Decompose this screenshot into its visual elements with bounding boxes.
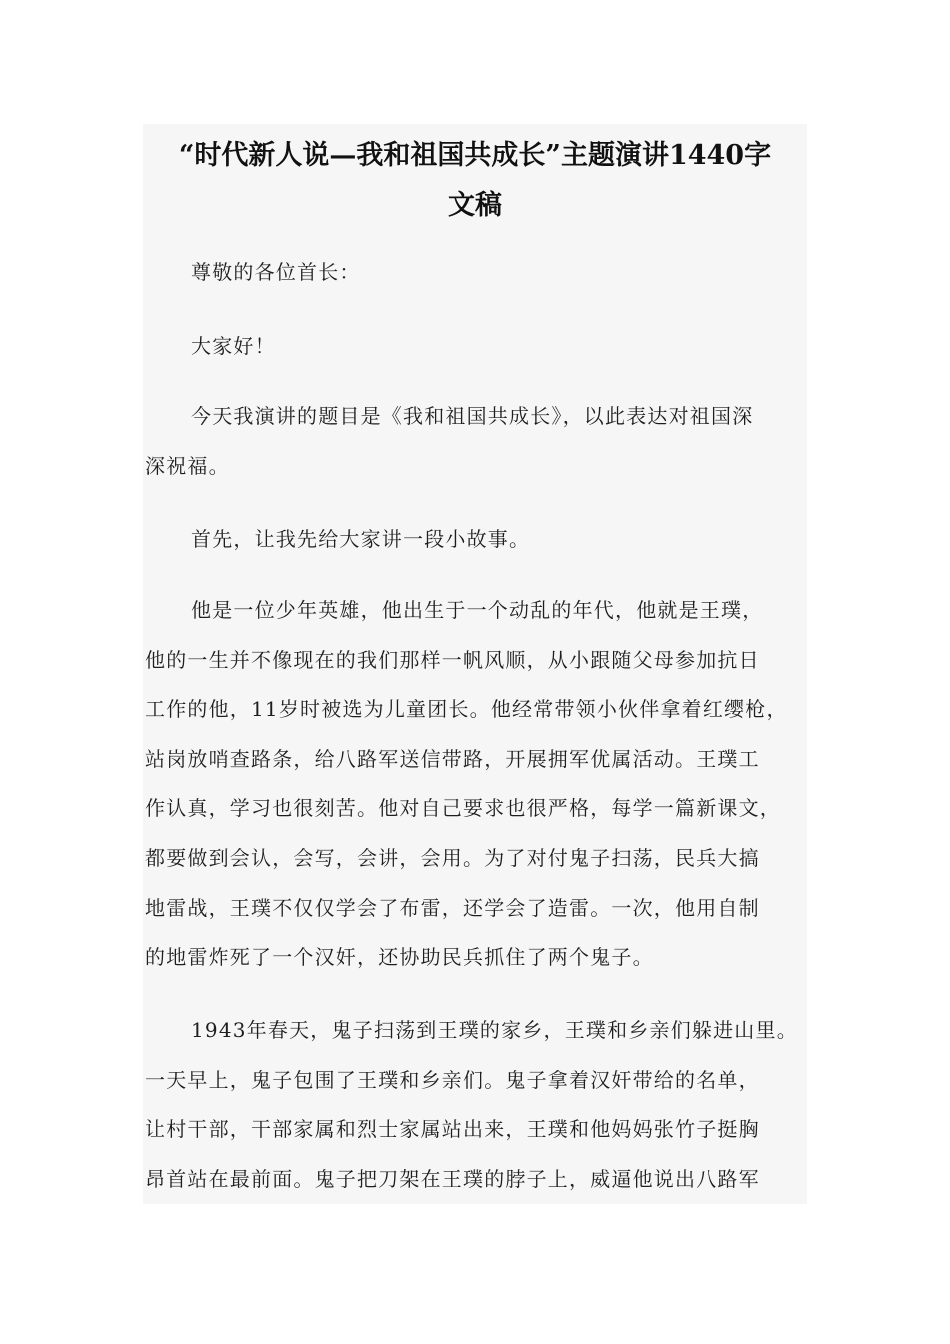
paragraph-line: 首先，让我先给大家讲一段小故事。 (191, 527, 531, 551)
paragraph-line: 他的一生并不像现在的我们那样一帆风顺，从小跟随父母参加抗日 (145, 647, 760, 672)
story-intro-paragraph (145, 515, 809, 565)
paragraph-line: 1943年春天，鬼子扫荡到王璞的家乡，王璞和乡亲们躲进山里。 (191, 1018, 798, 1042)
title-line-2: 文稿 (448, 189, 502, 221)
paragraph-line: 都要做到会认，会写，会讲，会用。为了对付鬼子扫荡，民兵大搞 (145, 845, 760, 870)
paragraph-line: 的地雷炸死了一个汉奸，还协助民兵抓住了两个鬼子。 (145, 945, 654, 970)
greeting-line: 大家好！ (191, 334, 276, 358)
paragraph-line: 深祝福。 (145, 453, 230, 478)
paragraph-line: 他是一位少年英雄，他出生于一个动乱的年代，他就是王璞， (191, 598, 764, 622)
greeting-paragraph (145, 322, 809, 372)
paragraph-line: 昂首站在最前面。鬼子把刀架在王璞的脖子上，威逼他说出八路军 (145, 1166, 760, 1191)
salutation-line: 尊敬的各位首长： (191, 260, 361, 284)
document-title (143, 132, 807, 231)
story-paragraph (145, 586, 809, 983)
title-line-1: “时代新人说—我和祖国共成长”主题演讲1440字 (178, 140, 772, 171)
paragraph-line: 让村干部，干部家属和烈士家属站出来，王璞和他妈妈张竹子挺胸 (145, 1117, 760, 1142)
paragraph-line: 地雷战，王璞不仅仅学会了布雷，还学会了造雷。一次，他用自制 (145, 895, 760, 920)
paragraph-line: 作认真，学习也很刻苦。他对自己要求也很严格，每学一篇新课文， (145, 796, 781, 821)
document-page (143, 124, 807, 1204)
paragraph-line: 工作的他，11岁时被选为儿童团长。他经常带领小伙伴拿着红缨枪， (145, 697, 788, 722)
intro-paragraph (145, 392, 809, 491)
paragraph-line: 站岗放哨查路条，给八路军送信带路，开展拥军优属活动。王璞工 (145, 746, 760, 771)
paragraph-line: 一天早上，鬼子包围了王璞和乡亲们。鬼子拿着汉奸带给的名单， (145, 1067, 760, 1092)
story-continued-paragraph (145, 1006, 809, 1204)
salutation-paragraph (145, 248, 809, 298)
paragraph-line: 今天我演讲的题目是《我和祖国共成长》，以此表达对祖国深 (191, 404, 754, 428)
